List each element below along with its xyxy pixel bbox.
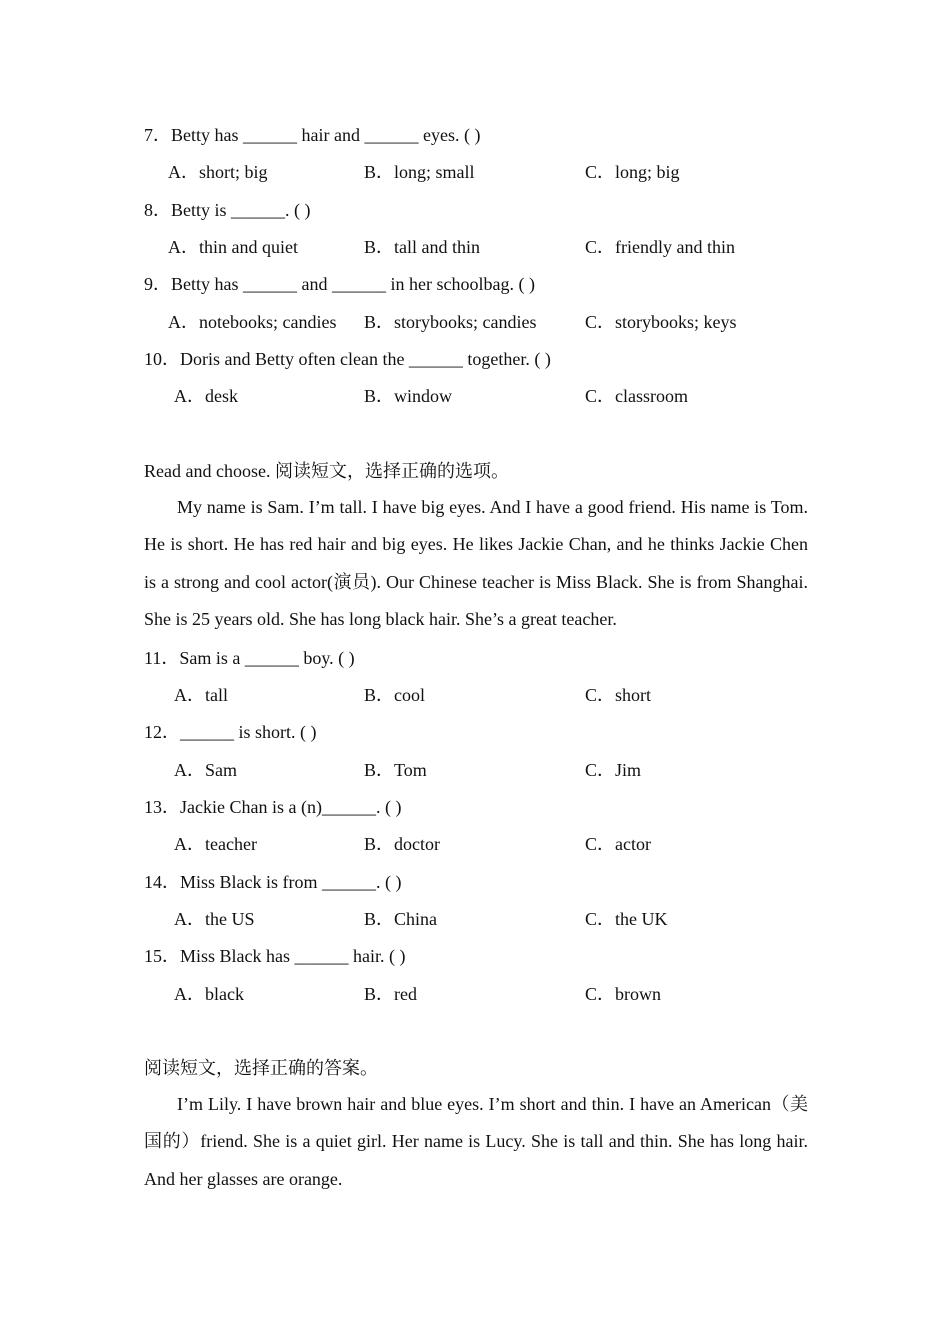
option-11-a: A．tall [174,685,228,705]
question-10: 10．Doris and Betty often clean the ______ together. ( ) [144,349,551,369]
section-c-instruction: 阅读短文，选择正确的答案。 [144,1058,378,1078]
option-8-b: B．tall and thin [364,237,480,257]
question-13: 13．Jackie Chan is a (n)______. ( ) [144,797,402,817]
section-c-passage: I’m Lily. I have brown hair and blue eyes. I’m short and thin. I have an American（美国的）friend. She is a quiet girl. Her name is Lucy. She is tall and thin. She has long hair. And her glasses are orange. [144,1094,808,1189]
option-13-c: C．actor [585,834,651,854]
question-12: 12．______ is short. ( ) [144,722,317,742]
question-8: 8．Betty is ______. ( ) [144,200,311,220]
option-13-b: B．doctor [364,834,440,854]
option-7-a: A．short; big [168,162,268,182]
option-9-b: B．storybooks; candies [364,312,537,332]
option-12-a: A．Sam [174,760,237,780]
option-12-c: C．Jim [585,760,642,780]
option-7-c: C．long; big [585,162,680,182]
question-7: 7．Betty has ______ hair and ______ eyes. ( ) [144,125,481,145]
option-7-b: B．long; small [364,162,475,182]
option-14-b: B．China [364,909,438,929]
option-10-b: B．window [364,386,453,406]
option-10-c: C．classroom [585,386,688,406]
question-15: 15．Miss Black has ______ hair. ( ) [144,946,406,966]
option-14-a: A．the US [174,909,255,929]
option-9-a: A．notebooks; candies [168,312,337,332]
option-12-b: B．Tom [364,760,427,780]
question-11: 11．Sam is a ______ boy. ( ) [144,648,355,668]
option-10-a: A．desk [174,386,238,406]
option-8-a: A．thin and quiet [168,237,298,257]
option-8-c: C．friendly and thin [585,237,735,257]
option-15-b: B．red [364,984,417,1004]
option-14-c: C．the UK [585,909,668,929]
option-13-a: A．teacher [174,834,257,854]
option-11-c: C．short [585,685,652,705]
section-b-instruction: Read and choose. 阅读短文，选择正确的选项。 [144,461,509,481]
option-11-b: B．cool [364,685,425,705]
option-15-c: C．brown [585,984,661,1004]
question-9: 9．Betty has ______ and ______ in her schoolbag. ( ) [144,274,535,294]
option-15-a: A．black [174,984,244,1004]
question-14: 14．Miss Black is from ______. ( ) [144,872,402,892]
option-9-c: C．storybooks; keys [585,312,737,332]
section-b-passage: My name is Sam. I’m tall. I have big eyes. And I have a good friend. His name is Tom. He is short. He has red hair and big eyes. He likes Jackie Chan, and he thinks Jackie Chen is a strong and cool actor(演员). Our Chinese teacher is Miss Black. She is from Shanghai. She is 25 years old. She has long black hair. She’s a great teacher. [144,497,808,629]
